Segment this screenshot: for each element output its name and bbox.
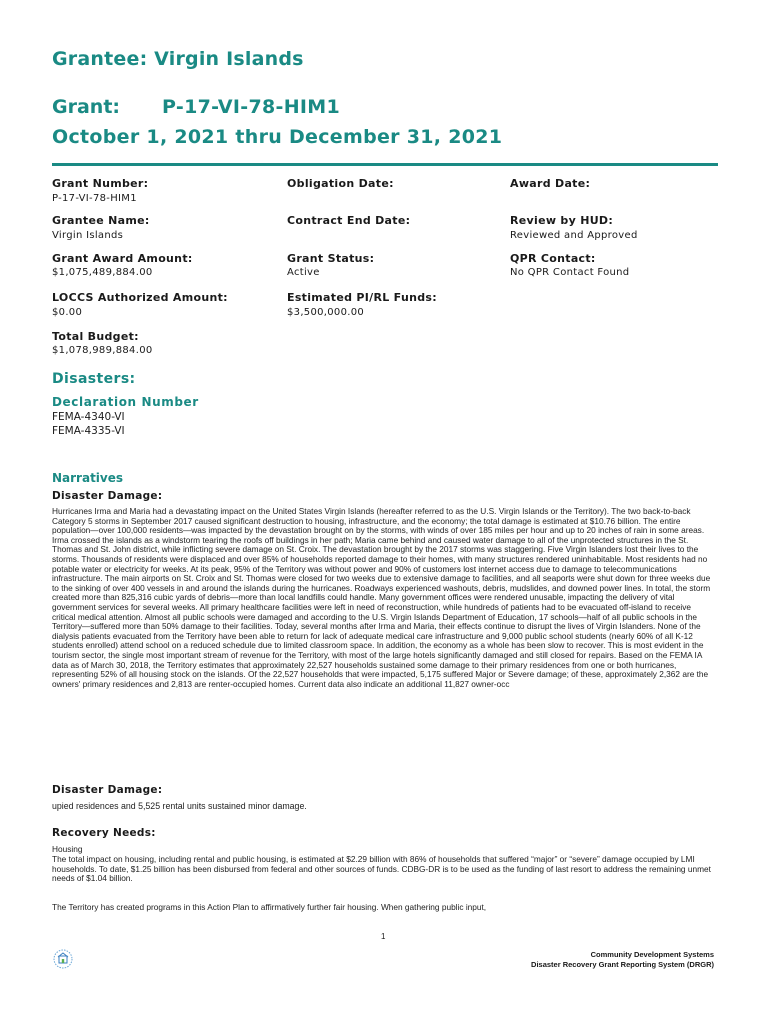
recovery-needs-subheading: Housing: [52, 844, 83, 854]
estimated-pirl-label: Estimated PI/RL Funds:: [287, 291, 437, 304]
grant-number-value: P-17-VI-78-HIM1: [52, 193, 137, 204]
total-budget-value: $1,078,989,884.00: [52, 345, 153, 356]
qpr-contact-label: QPR Contact:: [510, 252, 596, 265]
page-number: 1: [381, 932, 386, 941]
review-by-hud-label: Review by HUD:: [510, 214, 614, 227]
disaster-damage-label-continued: Disaster Damage:: [52, 784, 163, 796]
grant-award-amount-value: $1,075,489,884.00: [52, 267, 153, 278]
grant-number-label: Grant Number:: [52, 177, 149, 190]
disaster-damage-text: Hurricanes Irma and Maria had a devastating impact on the United States Virgin Islands (hereafter referred to as the U.S. Virgin Islands or the Territory). The two back-to-back Category 5 storms in September 2017 caused significant destruction to housing, infrastructure, and the economy; the total damage is estimated at $10.76 billion. The entire population—over 100,000 residents—was impacted by the devastation brought on by the storms, with winds of over 185 miles per hour and up to 20 inches of rain in some areas. Irma crossed the islands as a windstorm tearing the roofs off buildings in her path; Maria came behind and caused water damage to all of the unprotected structures in the St. Thomas and St. John district, while inflicting severe damage on St. Croix. The devastation brought by the 2017 storms was staggering. Five Virgin Islanders lost their lives to the storms. Thousands of residents were displaced and over 85% of households reported damage to their homes, with many structures rendered uninhabitable. Most residents had no potable water or electricity for weeks. At its peak, 95% of the Territory was without power and 90% of customers lost internet access due to damage to telecommunications infrastructure. The main airports on St. Croix and St. Thomas were closed for two weeks due to extensive damage to facilities, and all seaports were shut down for three weeks due to the sinking of over 400 vessels in and around the islands during the hurricanes. Roadways experienced washouts, debris, mudslides, and downed power lines. In total, the storm created more than 825,316 cubic yards of debris—more than local landfills could handle. Many government offices were rendered unusable, impacting the delivery of vital government services for several weeks. All primary healthcare facilities were left in need of reconstruction, while hundreds of patients had to be evacuated off-island to receive critical medical attention. Almost all public schools were damaged and according to the U.S. Virgin Islands Department of Education, 17 schools—half of all public schools in the Territory—suffered more than 50% damage to their facilities. Today, several months after Irma and Maria, their effects continue to disrupt the lives of Virgin Islanders. None of the dialysis patients evacuated from the Territory have been able to return for lack of adequate medical care infrastructure and 9,000 public school students (nearly 60% of all K-12 students enrolled) attend school on a reduced schedule due to limited classroom space. In addition, the economy as a whole has been slow to recover. This is most evident in the tourism sector, the single most important stream of revenue for the Territory, with most of the large hotels significantly damaged and still closed for repairs. Based on the FEMA IA data as of March 30, 2018, the Territory estimates that approximately 22,527 households sustained some damage to their primary residences from one or both hurricanes, representing 52% of all housing stock on the islands. Of the 22,527 households that were impacted, 5,175 suffered Major or Severe damage; of these, approximately 2,362 are the owners' primary residences and 2,813 are renter-occupied homes. Current data also indicate an additional 11,827 owner-occ: [52, 506, 711, 689]
header-divider: [52, 163, 718, 166]
disasters-heading: Disasters:: [52, 371, 136, 387]
footer-line-1: Community Development Systems: [590, 950, 714, 959]
footer-system-name: [531, 950, 714, 970]
recovery-needs-text: The total impact on housing, including rental and public housing, is estimated at $2.29 billion with 86% of households that suffered “major” or “severe” damage occupied by LMI households. To date, $1.25 billion has been disbursed from federal and other sources of funds. CDBG-DR is to be used as the funding of last resort to address the remaining unmet needs of $1.04 billion.: [52, 854, 711, 884]
total-budget-label: Total Budget:: [52, 330, 139, 343]
hud-seal-icon: [53, 949, 73, 969]
recovery-needs-label: Recovery Needs:: [52, 827, 156, 839]
grant-value: P-17-VI-78-HIM1: [162, 96, 341, 118]
review-by-hud-value: Reviewed and Approved: [510, 230, 638, 241]
action-plan-text: The Territory has created programs in this Action Plan to affirmatively further fair housing. When gathering public input,: [52, 902, 487, 912]
disaster-damage-text-continued: upied residences and 5,525 rental units sustained minor damage.: [52, 801, 307, 811]
award-date-label: Award Date:: [510, 177, 591, 190]
grant-status-value: Active: [287, 267, 320, 278]
obligation-date-label: Obligation Date:: [287, 177, 394, 190]
disaster-damage-label: Disaster Damage:: [52, 490, 163, 502]
grantee-name-label: Grantee Name:: [52, 214, 150, 227]
declaration-item: FEMA-4335-VI: [52, 425, 125, 437]
declaration-item: FEMA-4340-VI: [52, 411, 125, 423]
reporting-period: October 1, 2021 thru December 31, 2021: [52, 126, 503, 148]
grant-award-amount-label: Grant Award Amount:: [52, 252, 193, 265]
loccs-amount-value: $0.00: [52, 307, 83, 318]
qpr-contact-value: No QPR Contact Found: [510, 267, 630, 278]
footer-line-2: Disaster Recovery Grant Reporting System (DRGR): [531, 960, 714, 969]
estimated-pirl-value: $3,500,000.00: [287, 307, 365, 318]
declaration-number-heading: Declaration Number: [52, 395, 199, 409]
grant-status-label: Grant Status:: [287, 252, 375, 265]
grant-label: Grant:: [52, 96, 120, 118]
narratives-heading: Narratives: [52, 471, 124, 485]
loccs-amount-label: LOCCS Authorized Amount:: [52, 291, 228, 304]
contract-end-date-label: Contract End Date:: [287, 214, 411, 227]
grantee-name-value: Virgin Islands: [52, 230, 124, 241]
grantee-heading: Grantee: Virgin Islands: [52, 48, 304, 70]
